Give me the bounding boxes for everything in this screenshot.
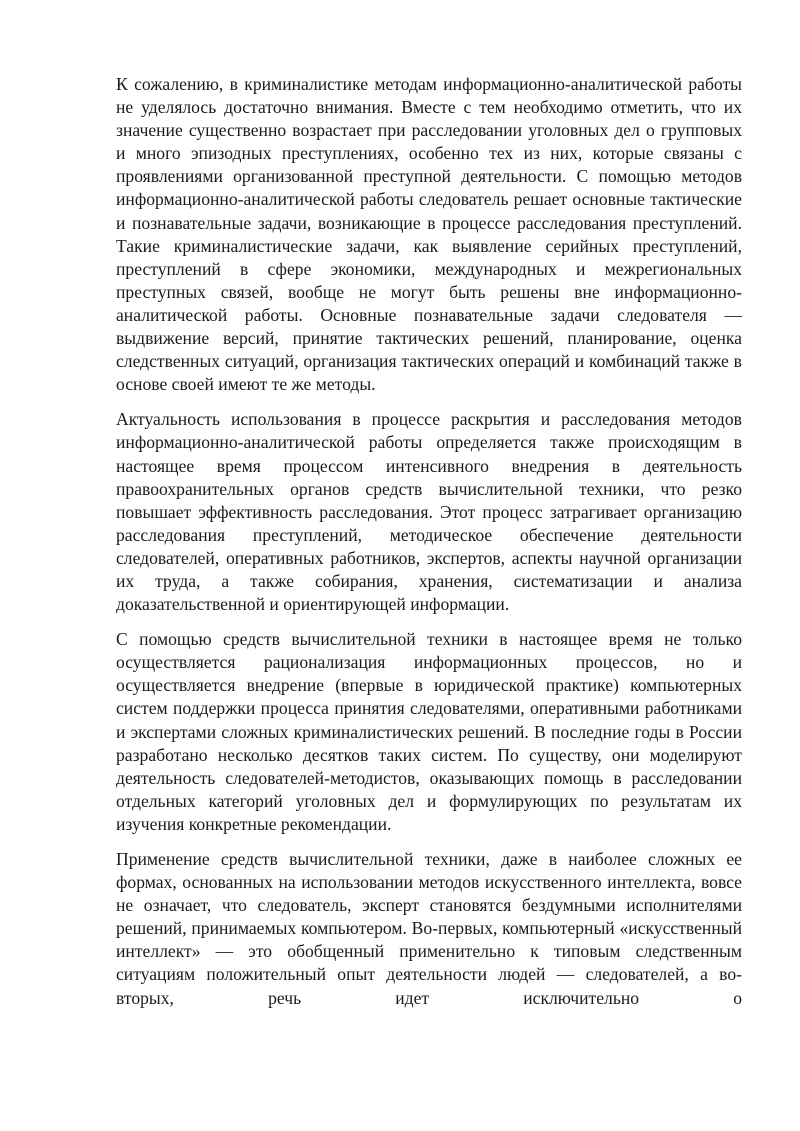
paragraph-2: Актуальность использования в процессе раскрытия и расследования методов информационно-аналитической работы определяется также происходящим в настоящее время процессом интенсивного внедрения в деятельность правоохранительных органов средств вычислительной техники, что резко повышает эффективность расследования. Этот процесс затрагивает организацию расследования преступлений, методическое обеспечение деятельности следователей, оперативных работников, экспертов, аспекты научной организации их труда, а также собирания, хранения, систематизации и анализа доказательственной и ориентирующей информации. [116, 409, 742, 615]
paragraph-4: Применение средств вычислительной техники, даже в наиболее сложных ее формах, основанных на использовании методов искусственного интеллекта, вовсе не означает, что следователь, эксперт становятся бездумными исполнителями решений, принимаемых компьютером. Во-первых, компьютерный «искусственный интеллект» — это обобщенный применительно к типовым следственным ситуациям положительный опыт деятельности людей — следователей, а во-вторых, речь идет исключительно о [116, 849, 742, 1008]
paragraph-3: С помощью средств вычислительной техники в настоящее время не только осуществляется рационализация информационных процессов, но и осуществляется внедрение (впервые в юридической практике) компьютерных систем поддержки процесса принятия следователями, оперативными работниками и экспертами сложных криминалистических решений. В последние годы в России разработано несколько десятков таких систем. По существу, они моделируют деятельность следователей-методистов, оказывающих помощь в расследовании отдельных категорий уголовных дел и формулирующих по результатам их изучения конкретные рекомендации. [116, 629, 742, 834]
document-page [116, 73, 742, 1022]
paragraph-1: К сожалению, в криминалистике методам информационно-аналитической работы не уделялось достаточно внимания. Вместе с тем необходимо отметить, что их значение существенно возрастает при расследовании уголовных дел о групповых и много эпизодных преступлениях, особенно тех из них, которые связаны с проявлениями организованной преступной деятельности. С помощью методов информационно-аналитической работы следователь решает основные тактические и познавательные задачи, возникающие в процессе расследования преступлений. Такие криминалистические задачи, как выявление серийных преступлений, преступлений в сфере экономики, международных и межрегиональных преступных связей, вообще не могут быть решены вне информационно-аналитической работы. Основные познавательные задачи следователя — выдвижение версий, принятие тактических решений, планирование, оценка следственных ситуаций, организация тактических операций и комбинаций также в основе своей имеют те же методы. [116, 74, 742, 395]
